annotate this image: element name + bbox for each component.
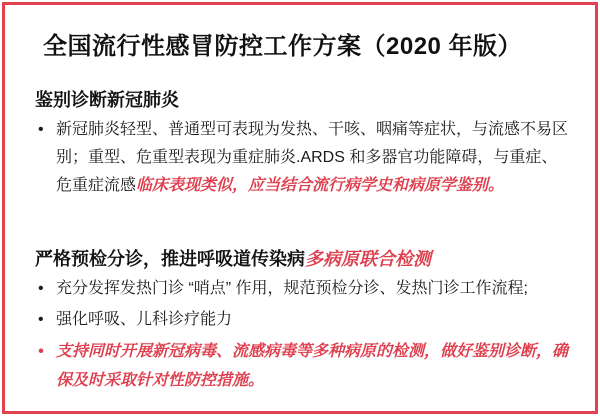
section-heading xyxy=(35,248,569,270)
bullet-text: 充分发挥发热门诊 “哨点” 作用，规范预检分诊、发热门诊工作流程; xyxy=(56,280,528,297)
list-item xyxy=(35,306,569,334)
section-triage-detection xyxy=(35,248,569,395)
bullet-text: 新冠肺炎轻型、普通型可表现为发热、干咳、咽痛等症状，与流感不易区别；重型、危重型表现为重症肺炎.ARDS 和多器官功能障碍，与重症、危重症流感 xyxy=(56,121,569,194)
list-item xyxy=(35,275,569,303)
section-heading-highlight: 多病原联合检测 xyxy=(305,249,431,269)
list-item xyxy=(35,116,569,200)
section-heading-black: 严格预检分诊，推进呼吸道传染病 xyxy=(35,249,305,269)
slide-frame xyxy=(2,2,598,414)
page-title: 全国流行性感冒防控工作方案（2020 年版） xyxy=(43,33,523,60)
highlight-text: 支持同时开展新冠病毒、流感病毒等多种病原的检测，做好鉴别诊断，确保及时采取针对性防控措施。 xyxy=(56,343,569,389)
highlight-text: 临床表现类似，应当结合流行病学史和病原学鉴别。 xyxy=(136,177,505,194)
bullet-text: 强化呼吸、儿科诊疗能力 xyxy=(56,311,233,328)
bullet-list xyxy=(35,116,569,200)
section-differential-diagnosis xyxy=(35,89,569,200)
bullet-list xyxy=(35,275,569,395)
list-item-highlighted xyxy=(35,337,569,395)
section-heading: 鉴别诊断新冠肺炎 xyxy=(35,90,179,110)
